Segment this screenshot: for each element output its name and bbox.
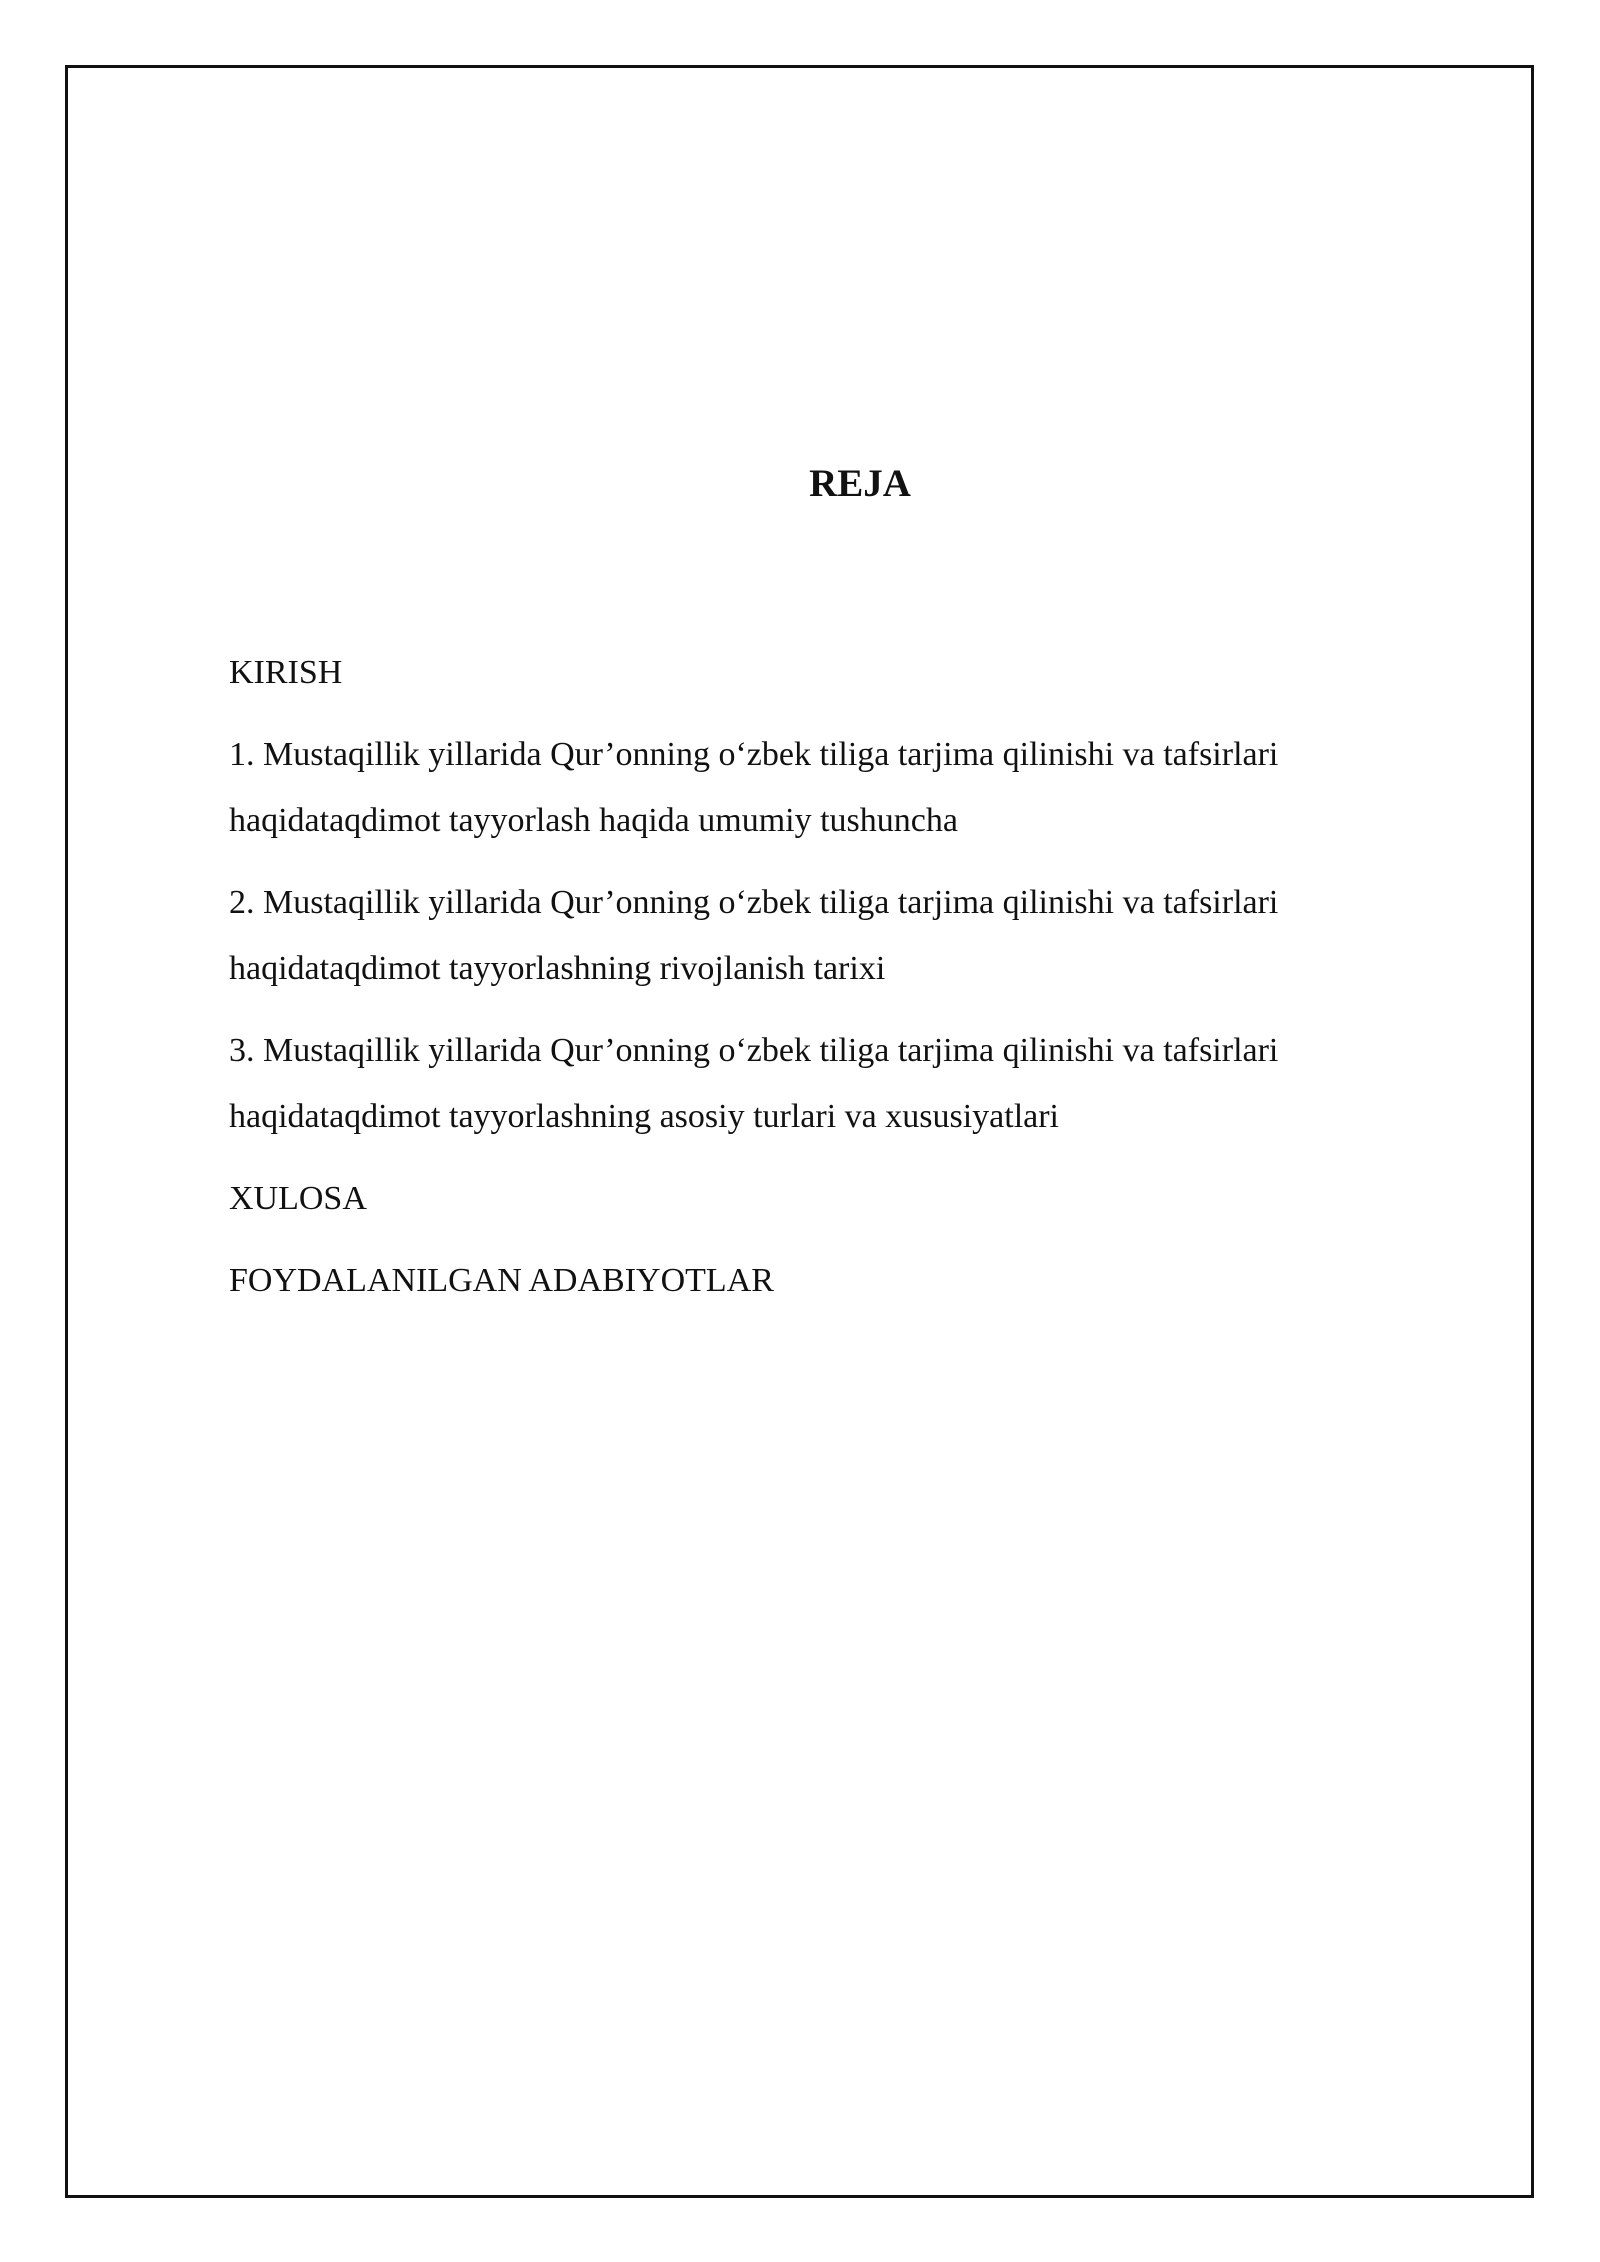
plan-item-3: 3. Mustaqillik yillarida Qur’onning o‘zbek tiliga tarjima qilinishi va tafsirlari haqidataqdimot tayyorlashning asosiy turlari va xususiyatlari (229, 1032, 1279, 1135)
plan-item-introduction: KIRISH (229, 654, 343, 691)
page-title: REJA (809, 462, 911, 505)
plan-item-references: FOYDALANILGAN ADABIYOTLAR (229, 1262, 774, 1299)
plan-item-conclusion: XULOSA (229, 1180, 367, 1217)
plan-list (229, 640, 1404, 1330)
plan-item-2: 2. Mustaqillik yillarida Qur’onning o‘zbek tiliga tarjima qilinishi va tafsirlari haqidataqdimot tayyorlashning rivojlanish tarixi (229, 884, 1279, 987)
plan-item-1: 1. Mustaqillik yillarida Qur’onning o‘zbek tiliga tarjima qilinishi va tafsirlari haqidataqdimot tayyorlash haqida umumiy tushuncha (229, 736, 1279, 839)
